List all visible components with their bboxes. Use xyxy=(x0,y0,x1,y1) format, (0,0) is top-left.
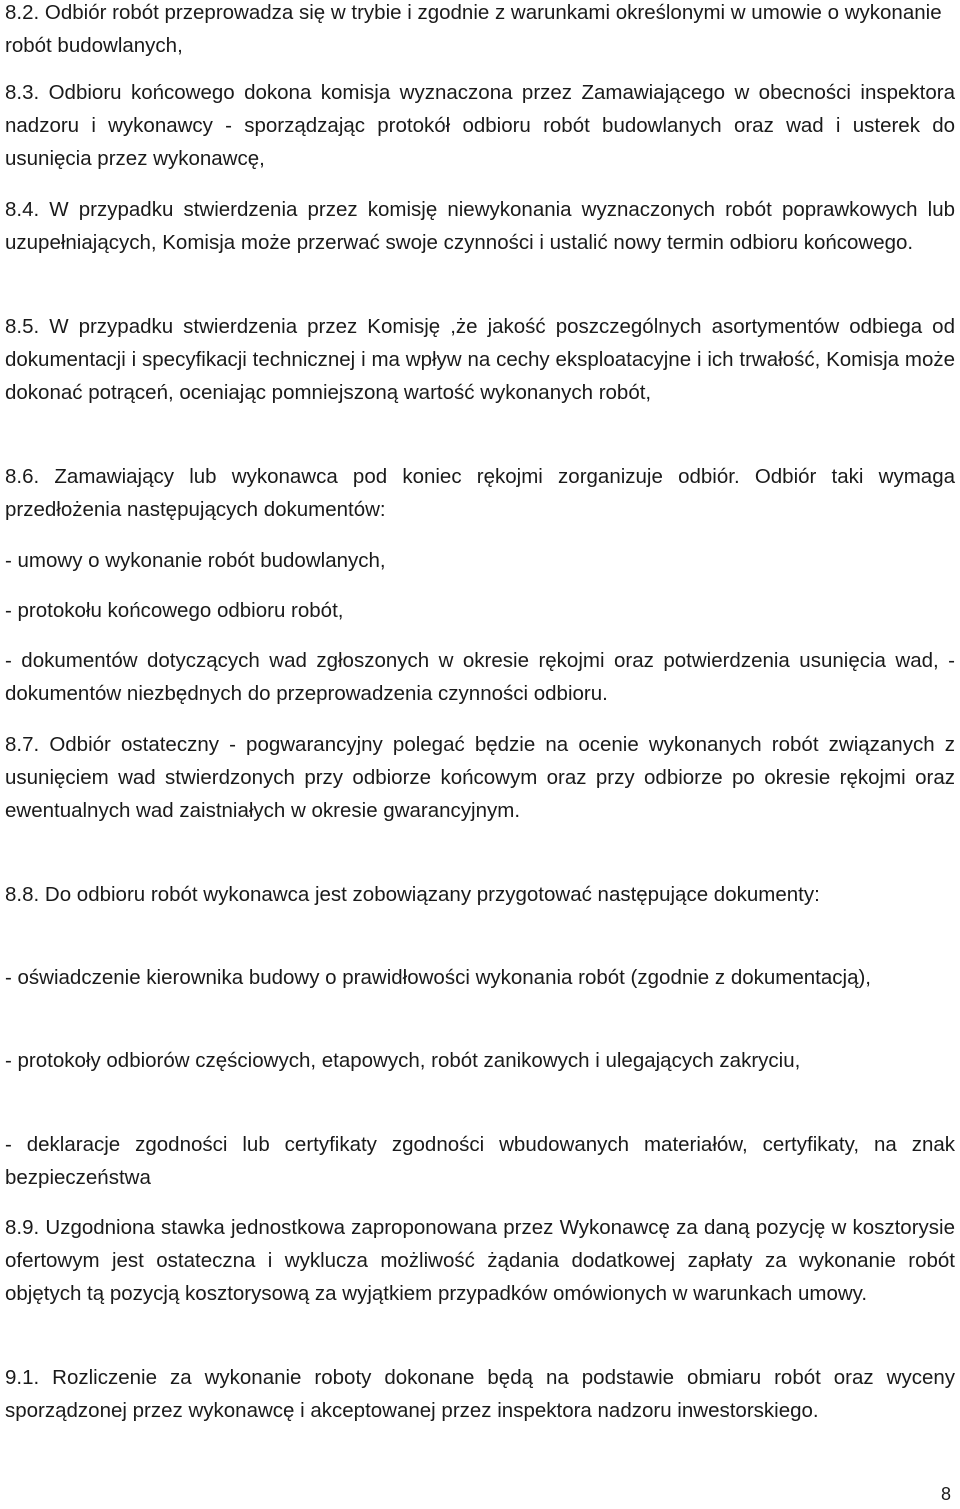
list-item-oswiadczenie: - oświadczenie kierownika budowy o prawidłowości wykonania robót (zgodnie z dokumentacją), xyxy=(5,966,871,989)
paragraph-9-1: 9.1. Rozliczenie za wykonanie roboty dokonane będą na podstawie obmiaru robót oraz wyceny sporządzonej przez wykonawcę i akceptowanej przez inspektora nadzoru inwestorskiego. xyxy=(5,1366,955,1422)
paragraph-8-9: 8.9. Uzgodniona stawka jednostkowa zaproponowana przez Wykonawcę za daną pozycję w kosztorysie ofertowym jest ostateczna i wyklucza możliwość żądania dodatkowej zapłaty za wykonanie robót objętych tą pozycją kosztorysową za wyjątkiem przypadków omówionych w warunkach umowy. xyxy=(5,1216,955,1305)
paragraph-8-5: 8.5. W przypadku stwierdzenia przez Komisję ,że jakość poszczególnych asortymentów odbiega od dokumentacji i specyfikacji technicznej i ma wpływ na cechy eksploatacyjne i ich trwałość, Komisja może dokonać potrąceń, oceniając pomniejszoną wartość wykonanych robót, xyxy=(5,315,955,404)
paragraph-8-7: 8.7. Odbiór ostateczny - pogwarancyjny polegać będzie na ocenie wykonanych robót związanych z usunięciem wad stwierdzonych przy odbiorze końcowym oraz przy odbiorze po okresie rękojmi oraz ewentualnych wad zaistniałych w okresie gwarancyjnym. xyxy=(5,733,955,822)
paragraph-8-4: 8.4. W przypadku stwierdzenia przez komisję niewykonania wyznaczonych robót poprawkowych lub uzupełniających, Komisja może przerwać swoje czynności i ustalić nowy termin odbioru końcowego. xyxy=(5,198,955,254)
list-item-protokoly: - protokoły odbiorów częściowych, etapowych, robót zanikowych i ulegających zakryciu, xyxy=(5,1049,801,1072)
list-item-protokolu: - protokołu końcowego odbioru robót, xyxy=(5,599,344,622)
page-number: 8 xyxy=(941,1484,952,1504)
list-item-deklaracje: - deklaracje zgodności lub certyfikaty zgodności wbudowanych materiałów, certyfikaty, na znak bezpieczeństwa xyxy=(5,1133,955,1189)
list-item-dokumentow: - dokumentów dotyczących wad zgłoszonych w okresie rękojmi oraz potwierdzenia usunięcia wad, - dokumentów niezbędnych do przeprowadzenia czynności odbioru. xyxy=(5,649,955,705)
paragraph-8-8: 8.8. Do odbioru robót wykonawca jest zobowiązany przygotować następujące dokumenty: xyxy=(5,883,820,906)
paragraph-8-6: 8.6. Zamawiający lub wykonawca pod koniec rękojmi zorganizuje odbiór. Odbiór taki wymaga przedłożenia następujących dokumentów: xyxy=(5,465,955,521)
list-item-umowy: - umowy o wykonanie robót budowlanych, xyxy=(5,549,386,572)
paragraph-8-2: 8.2. Odbiór robót przeprowadza się w trybie i zgodnie z warunkami określonymi w umowie o wykonanie robót budowlanych, xyxy=(5,1,942,57)
paragraph-8-3: 8.3. Odbioru końcowego dokona komisja wyznaczona przez Zamawiającego w obecności inspektora nadzoru i wykonawcy - sporządzając protokół odbioru robót budowlanych oraz wad i usterek do usunięcia przez wykonawcę, xyxy=(5,81,955,170)
